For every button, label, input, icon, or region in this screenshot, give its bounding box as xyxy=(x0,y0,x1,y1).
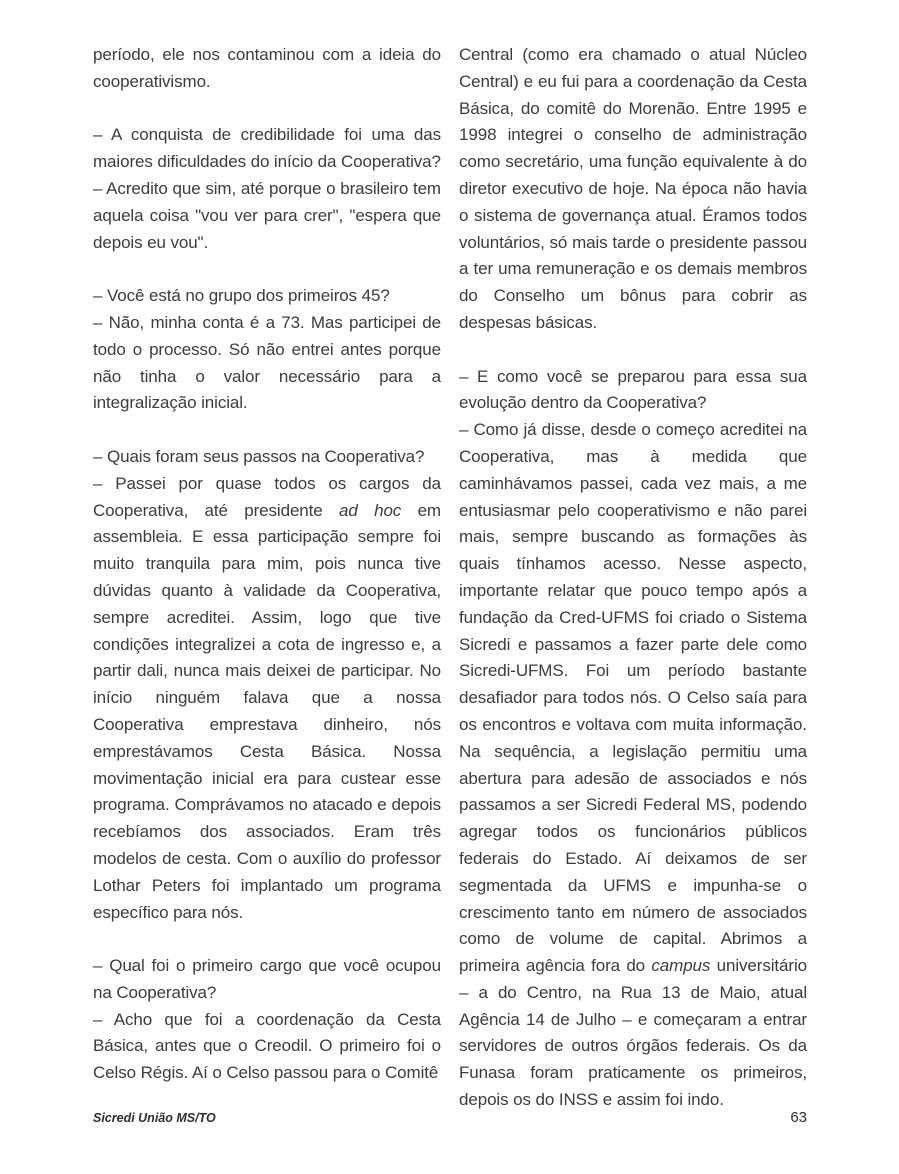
right-column xyxy=(459,42,807,1114)
left-column xyxy=(93,42,441,1114)
interview-answer: – Não, minha conta é a 73. Mas participei de todo o processo. Só não entrei antes porque não tinha o valor necessário para a integralização inicial. xyxy=(93,312,441,413)
interview-question: – A conquista de credibilidade foi uma das maiores dificuldades do início da Cooperativa? xyxy=(93,125,441,172)
interview-answer: – Passei por quase todos os cargos da Cooperativa, até presidente ad hoc em assembleia. E essa participação sempre foi muito tranquila para mim, pois nunca tive dúvidas quanto à validade da Cooperativa, sempre acreditei. Assim, logo que tive condições integralizei a cota de ingresso e, a partir dali, nunca mais deixei de participar. No início ninguém falava que a nossa Cooperativa emprestava dinheiro, nós emprestávamos Cesta Básica. Nossa movimentação inicial era para custear esse programa. Comprávamos no atacado e depois recebíamos dos associados. Eram três modelos de cesta. Com o auxílio do professor Lothar Peters foi implantado um programa específico para nós. xyxy=(93,473,441,922)
page-footer xyxy=(93,1109,807,1126)
interview-answer: – Acredito que sim, até porque o brasileiro tem aquela coisa "vou ver para crer", "espera que depois eu vou". xyxy=(93,178,441,252)
interview-question: – Quais foram seus passos na Cooperativa? xyxy=(93,446,425,466)
interview-question: – Você está no grupo dos primeiros 45? xyxy=(93,286,390,306)
interview-answer: – Acho que foi a coordenação da Cesta Básica, antes que o Creodil. O primeiro foi o Celso Régis. Aí o Celso passou para o Comitê xyxy=(93,1009,441,1083)
interview-answer: período, ele nos contaminou com a ideia do cooperativismo. xyxy=(93,45,441,91)
text-columns xyxy=(93,42,807,1114)
page-number: 63 xyxy=(790,1109,807,1126)
footer-book-title: Sicredi União MS/TO xyxy=(93,1111,216,1125)
interview-answer: – Como já disse, desde o começo acreditei na Cooperativa, mas à medida que caminhávamos passei, cada vez mais, a me entusiasmar pelo cooperativismo e não parei mais, sempre buscando as formações às quais tínhamos acesso. Nesse aspecto, importante relatar que pouco tempo após a fundação da Cred-UFMS foi criado o Sistema Sicredi e passamos a fazer parte dele como Sicredi-UFMS. Foi um período bastante desafiador para todos nós. O Celso saía para os encontros e voltava com muita informação. Na sequência, a legislação permitiu uma abertura para adesão de associados e nós passamos a ser Sicredi Federal MS, podendo agregar todos os funcionários públicos federais do Estado. Aí deixamos de ser segmentada da UFMS e impunha-se o crescimento tanto em número de associados como de volume de capital. Abrimos a primeira agência fora do campus universitário – a do Centro, na Rua 13 de Maio, atual Agência 14 de Julho – e começaram a entrar servidores de outros órgãos federais. Os da Funasa foram praticamente os primeiros, depois os do INSS e assim foi indo. xyxy=(459,420,807,1110)
interview-answer: Central (como era chamado o atual Núcleo Central) e eu fui para a coordenação da Cesta Básica, do comitê do Morenão. Entre 1995 e 1998 integrei o conselho de administração como secretário, uma função equivalente à do diretor executivo de hoje. Na época não havia o sistema de governança atual. Éramos todos voluntários, só mais tarde o presidente passou a ter uma remuneração e os demais membros do Conselho um bônus para cobrir as despesas básicas. xyxy=(459,45,807,332)
interview-question: – E como você se preparou para essa sua evolução dentro da Cooperativa? xyxy=(459,366,807,413)
interview-question: – Qual foi o primeiro cargo que você ocupou na Cooperativa? xyxy=(93,956,441,1002)
